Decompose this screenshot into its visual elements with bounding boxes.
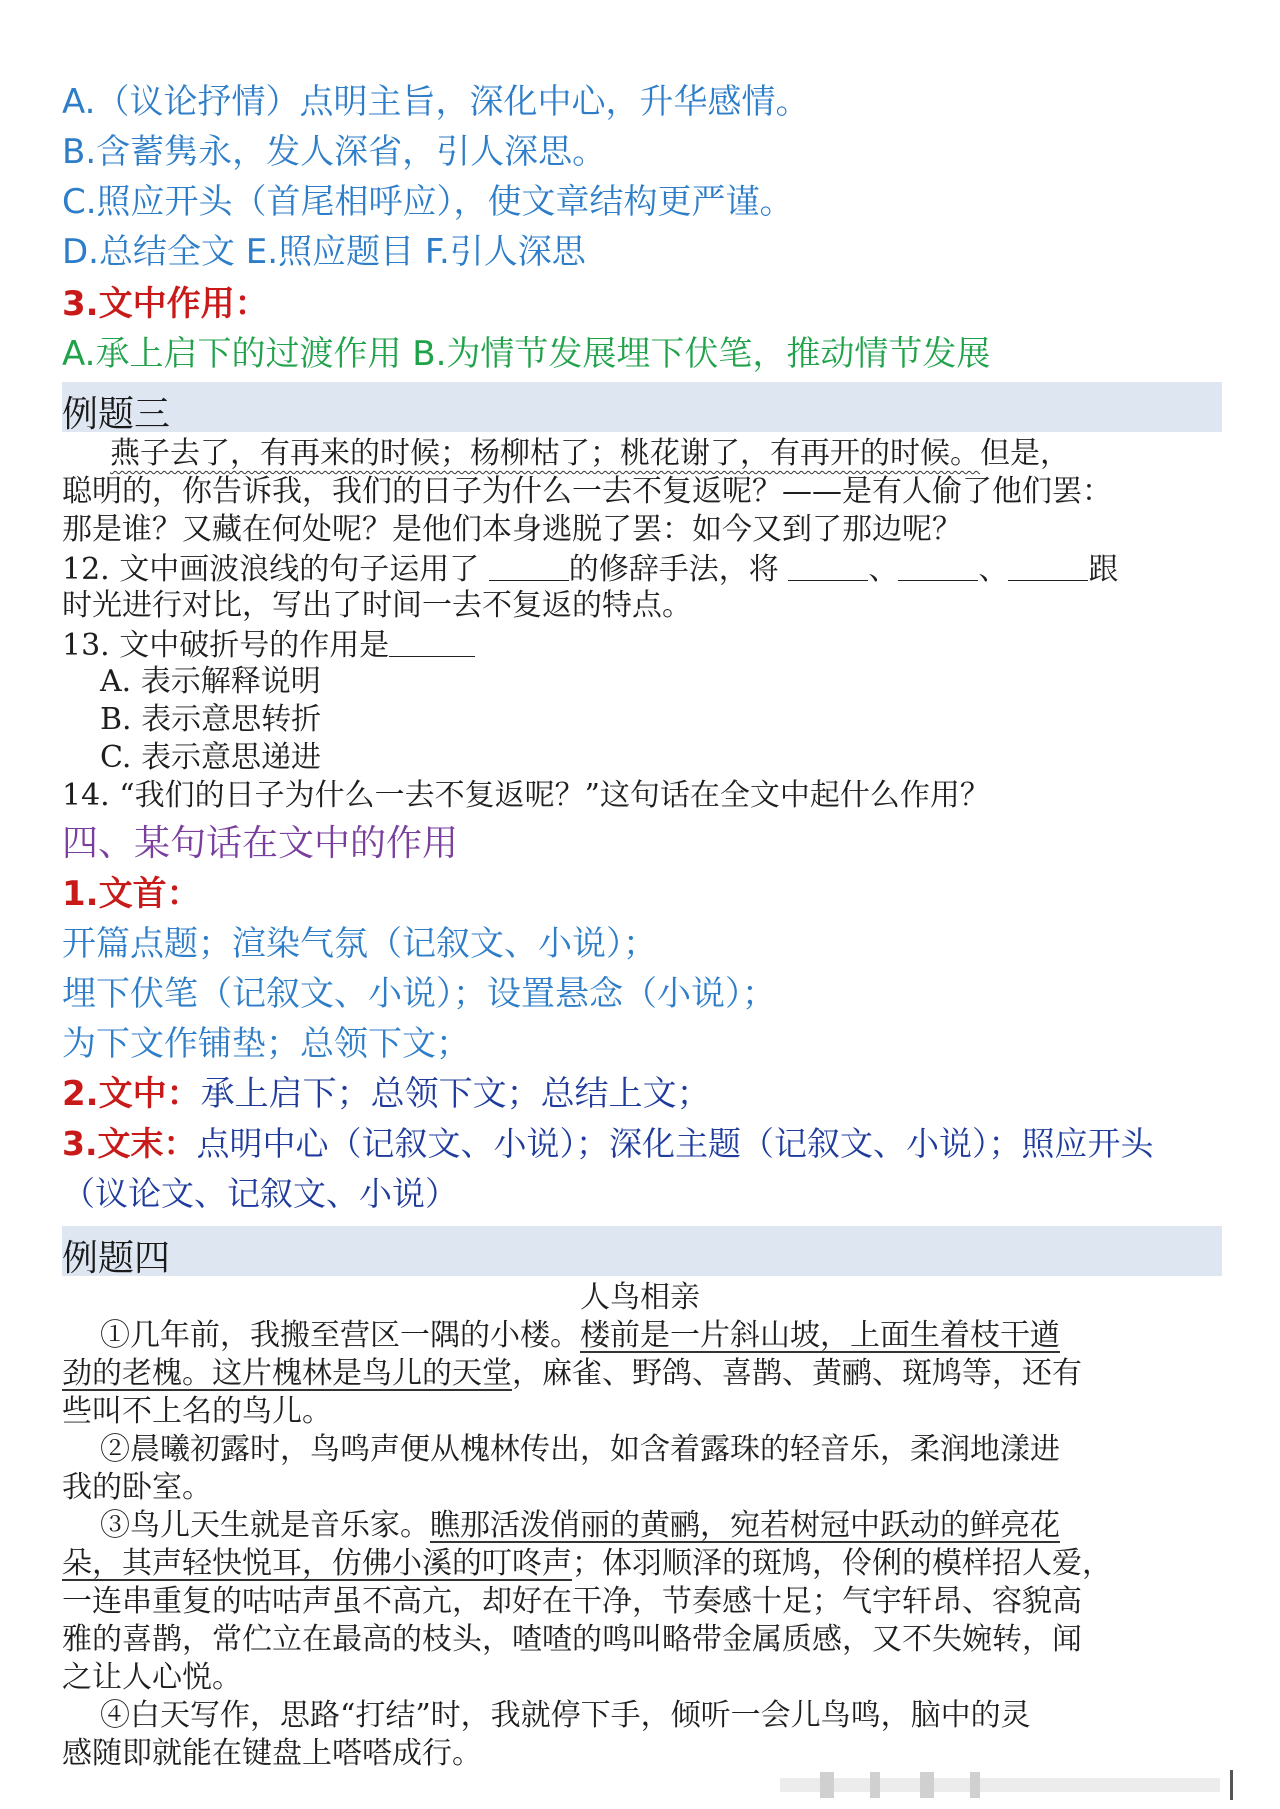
option-b: B. 表示意思转折 bbox=[100, 702, 322, 737]
effect-d: D.总结全文 E.照应题目 F.引人深思 bbox=[62, 232, 586, 272]
story-para2-line2: 我的卧室。 bbox=[62, 1470, 212, 1505]
in-text-role-heading: 3.文中作用： bbox=[62, 284, 269, 324]
story-title: 人鸟相亲 bbox=[580, 1280, 700, 1315]
story-para3-line1: ③鸟儿天生就是音乐家。瞧那活泼俏丽的黄鹂，宛若树冠中跃动的鲜亮花 bbox=[100, 1508, 1060, 1543]
example4-title: 例题四 bbox=[62, 1238, 171, 1279]
answer-blank[interactable] bbox=[489, 550, 569, 581]
wavy-sentence: 燕子去了，有再来的时候；杨柳枯了；桃花谢了，有再开的时候。 bbox=[110, 436, 980, 471]
example3-passage-line2: 聪明的，你告诉我，我们的日子为什么一去不复返呢？——是有人偷了他们罢： bbox=[62, 474, 1112, 509]
answer-blank[interactable] bbox=[788, 550, 868, 581]
effect-b: B.含蓄隽永，发人深省，引人深思。 bbox=[62, 132, 607, 172]
section4-head1: 1.文首： bbox=[62, 874, 201, 914]
example3-title: 例题三 bbox=[62, 394, 171, 435]
section4-line1: 开篇点题；渲染气氛（记叙文、小说）； bbox=[62, 924, 657, 964]
question-12-line2: 时光进行对比，写出了时间一去不复返的特点。 bbox=[62, 588, 692, 623]
effect-a: A.（议论抒情）点明主旨，深化中心，升华感情。 bbox=[62, 82, 810, 122]
story-para4-line1: ④白天写作，思路“打结”时，我就停下手，倾听一会儿鸟鸣，脑中的灵 bbox=[100, 1698, 1031, 1733]
story-para2-line1: ②晨曦初露时，鸟鸣声便从槐林传出，如含着露珠的轻音乐，柔润地漾进 bbox=[100, 1432, 1060, 1467]
answer-blank[interactable] bbox=[898, 550, 978, 581]
example3-passage-line3: 那是谁？又藏在何处呢？是他们本身逃脱了罢：如今又到了那边呢？ bbox=[62, 512, 962, 547]
section4-title: 四、某句话在文中的作用 bbox=[62, 823, 459, 864]
example3-title-bar bbox=[62, 382, 1222, 435]
option-a: A. 表示解释说明 bbox=[100, 664, 321, 699]
section4-middle: 2.文中：承上启下；总领下文；总结上文； bbox=[62, 1074, 711, 1114]
question-14: 14. “我们的日子为什么一去不复返呢？”这句话在全文中起什么作用？ bbox=[62, 778, 990, 813]
in-text-role-items: A.承上启下的过渡作用 B.为情节发展埋下伏笔，推动情节发展 bbox=[62, 334, 991, 374]
story-para1-line2: 劲的老槐。这片槐林是鸟儿的天堂，麻雀、野鸽、喜鹊、黄鹂、斑鸠等，还有 bbox=[62, 1356, 1082, 1391]
answer-blank[interactable] bbox=[1008, 550, 1088, 581]
section4-end-line2: （议论文、记叙文、小说） bbox=[62, 1174, 458, 1213]
section4-line2: 埋下伏笔（记叙文、小说）；设置悬念（小说）； bbox=[62, 974, 776, 1014]
example4-title-bar bbox=[62, 1226, 1222, 1279]
footer-watermark bbox=[760, 1768, 1240, 1804]
answer-blank[interactable] bbox=[389, 626, 475, 657]
section4-end: 3.文末：点明中心（记叙文、小说）；深化主题（记叙文、小说）；照应开头 bbox=[62, 1124, 1154, 1163]
story-para3-line3: 一连串重复的咕咕声虽不高亢，却好在干净，节奏感十足；气宇轩昂、容貌高 bbox=[62, 1584, 1082, 1619]
option-c: C. 表示意思递进 bbox=[100, 740, 321, 775]
story-para1-line1: ①几年前，我搬至营区一隅的小楼。楼前是一片斜山坡，上面生着枝干遒 bbox=[100, 1318, 1060, 1353]
question-13: 13. 文中破折号的作用是 bbox=[62, 626, 475, 664]
effect-c: C.照应开头（首尾相呼应），使文章结构更严谨。 bbox=[62, 182, 794, 222]
story-para3-line5: 之让人心悦。 bbox=[62, 1660, 242, 1695]
story-para3-line2: 朵，其声轻快悦耳，仿佛小溪的叮咚声；体羽顺泽的斑鸠，伶俐的模样招人爱， bbox=[62, 1546, 1112, 1581]
question-12: 12. 文中画波浪线的句子运用了 的修辞手法，将 、 、 跟 bbox=[62, 552, 1119, 587]
section4-line3: 为下文作铺垫；总领下文； bbox=[62, 1024, 470, 1064]
story-para3-line4: 雅的喜鹊，常伫立在最高的枝头，喳喳的鸣叫略带金属质感，又不失婉转，闻 bbox=[62, 1622, 1082, 1657]
example3-passage-line1: 燕子去了，有再来的时候；杨柳枯了；桃花谢了，有再开的时候。但是， bbox=[110, 436, 1070, 471]
story-para1-line3: 些叫不上名的鸟儿。 bbox=[62, 1394, 332, 1429]
story-para4-line2: 感随即就能在键盘上嗒嗒成行。 bbox=[62, 1736, 482, 1771]
